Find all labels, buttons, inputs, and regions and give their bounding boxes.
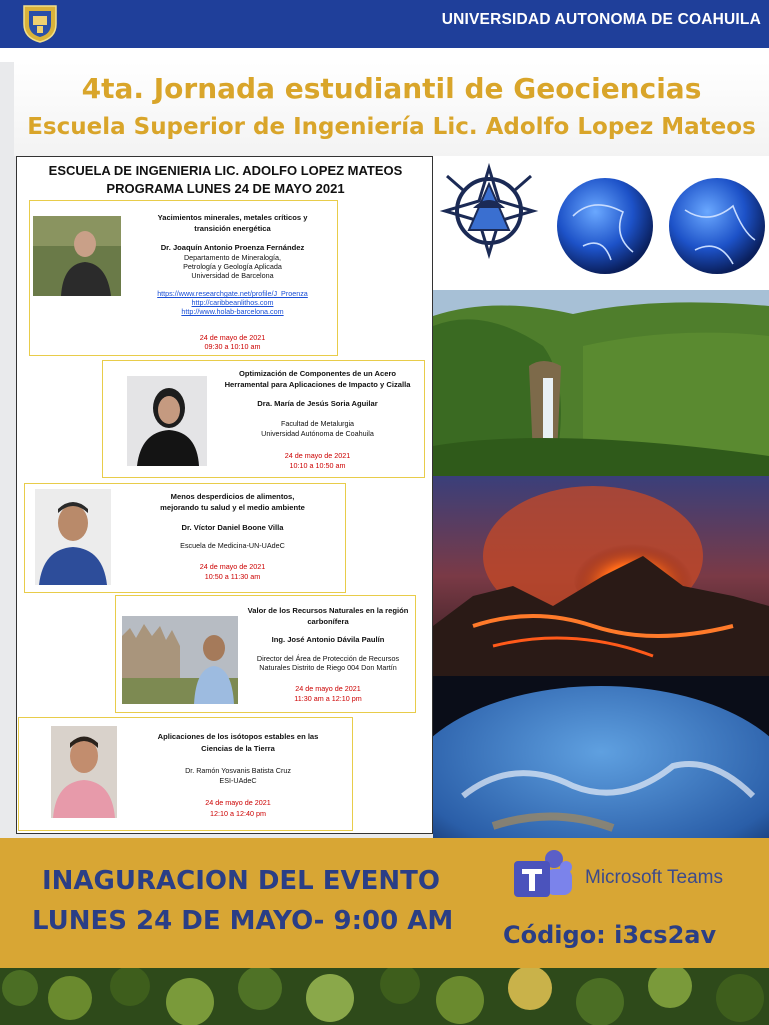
globe-icon (669, 178, 765, 274)
university-crest-icon (18, 2, 62, 44)
speaker-photo-1 (33, 216, 121, 296)
talk-3-date: 24 de mayo de 2021 (199, 562, 266, 571)
talk-4-title-a: Valor de los Recursos Naturales en la región (247, 606, 409, 615)
talk-2-affiliation-b: Universidad Autónoma de Coahuila (261, 429, 374, 438)
talk-5-affiliation: ESI-UAdeC (219, 776, 257, 785)
speaker-photo-2 (127, 376, 207, 466)
talk-2-speaker: Dra. María de Jesús Soria Aguilar (257, 399, 378, 408)
talk-1-affiliation-b: Petrología y Geología Aplicada (183, 262, 282, 271)
header-bar (0, 0, 769, 48)
talk-2-affiliation-a: Facultad de Metalurgia (280, 419, 355, 428)
talk-4-date: 24 de mayo de 2021 (295, 684, 361, 693)
waterfall-photo (433, 290, 769, 476)
program-heading-school: ESCUELA DE INGENIERIA LIC. ADOLFO LOPEZ MATEOS (48, 163, 403, 178)
teams-label: Microsoft Teams (585, 867, 723, 888)
talk-1-time: 09:30 a 10:10 am (204, 342, 261, 351)
opening-title: INAGURACION DEL EVENTO (42, 866, 441, 896)
talk-2-title-a: Optimización de Componentes de un Acero (238, 369, 397, 378)
school-title: Escuela Superior de Ingeniería Lic. Adolfo Lopez Mateos (27, 114, 756, 140)
talk-4-title-b: carbonífera (307, 617, 349, 626)
talk-3-speaker: Dr. Víctor Daniel Boone Villa (181, 523, 284, 532)
talk-4-affiliation-b: Naturales Distrito de Riego 004 Don Martín (259, 663, 397, 672)
talk-card-1 (29, 200, 338, 356)
talk-5-title-b: Ciencias de la Tierra (201, 744, 275, 753)
talk-1-date: 24 de mayo de 2021 (199, 333, 266, 342)
program-heading-date: PROGRAMA LUNES 24 DE MAYO 2021 (106, 181, 345, 196)
talk-5-title-a: Aplicaciones de los isótopos estables en las (157, 732, 319, 741)
talk-3-affiliation: Escuela de Medicina-UN-UAdeC (180, 541, 285, 550)
talk-4-time: 11:30 am a 12:10 pm (294, 694, 362, 703)
event-title: 4ta. Jornada estudiantil de Geociencias (81, 72, 702, 105)
talk-1-title-b: transición energética (194, 224, 271, 233)
header-divider (0, 48, 769, 62)
speaker-photo-4 (122, 616, 238, 704)
speaker-photo-3 (35, 489, 111, 585)
talk-5-time: 12:10 a 12:40 pm (210, 809, 266, 818)
program-panel (16, 156, 433, 834)
talk-2-date: 24 de mayo de 2021 (284, 451, 351, 460)
talk-4-speaker: Ing. José Antonio Dávila Paulín (271, 635, 385, 644)
speaker-photo-5 (51, 726, 117, 818)
title-banner (14, 62, 769, 156)
opening-datetime: LUNES 24 DE MAYO- 9:00 AM (32, 906, 454, 936)
talk-card-5 (18, 717, 353, 831)
image-column (433, 156, 769, 838)
talk-card-4 (115, 595, 416, 713)
talk-3-title-b: mejorando tu salud y el medio ambiente (160, 503, 305, 512)
meeting-code: Código: i3cs2av (503, 921, 717, 949)
talk-1-title-a: Yacimientos minerales, metales críticos y (157, 213, 308, 222)
talk-5-date: 24 de mayo de 2021 (205, 798, 271, 807)
talk-1-affiliation-c: Universidad de Barcelona (191, 271, 274, 280)
talk-3-time: 10:50 a 11:30 am (204, 572, 261, 581)
globe-icon (557, 178, 653, 274)
talk-5-speaker: Dr. Ramón Yosvanis Batista Cruz (185, 766, 291, 775)
talk-1-speaker: Dr. Joaquín Antonio Proenza Fernández (160, 243, 305, 252)
talk-1-affiliation-a: Departamento de Mineralogía, (183, 253, 282, 262)
forest-photo-strip (0, 968, 769, 1025)
volcano-photo (433, 476, 769, 676)
talk-3-title-a: Menos desperdicios de alimentos, (170, 492, 295, 501)
talk-1-link-3[interactable]: http://www.holab-barcelona.com (181, 307, 284, 316)
talk-2-title-b: Herramental para Aplicaciones de Impacto y Cizalla (224, 380, 411, 389)
earth-photo (433, 676, 769, 838)
talk-1-link-1[interactable]: https://www.researchgate.net/profile/J_Proenza (157, 289, 308, 298)
talk-1-link-2[interactable]: http://caribbeanlithos.com (191, 298, 274, 307)
talk-4-affiliation-a: Director del Área de Protección de Recursos (256, 654, 400, 663)
talk-card-2 (102, 360, 425, 478)
talk-2-time: 10:10 a 10:50 am (289, 461, 346, 470)
talk-card-3 (24, 483, 346, 593)
teams-icon[interactable] (512, 845, 576, 905)
university-name: UNIVERSIDAD AUTONOMA DE COAHUILA (441, 11, 761, 28)
geoscience-emblem-icon (445, 168, 533, 254)
